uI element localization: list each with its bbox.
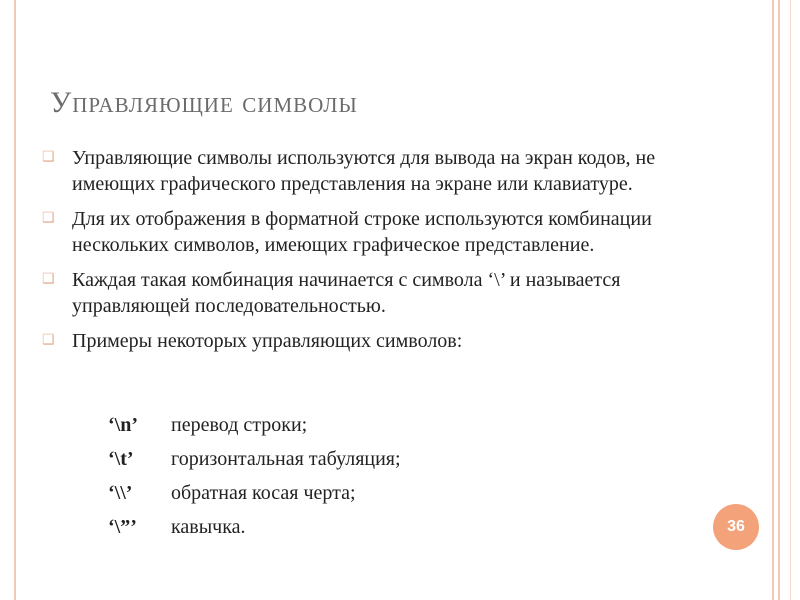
bullet-marker-icon: ❑: [42, 272, 55, 287]
example-code: ‘\”’: [108, 516, 137, 538]
example-row: [108, 446, 401, 472]
bullet-marker-icon: ❑: [42, 150, 55, 165]
example-row: [108, 412, 401, 438]
example-code: ‘\\’: [108, 482, 133, 504]
bullet-marker-icon: ❑: [42, 211, 55, 226]
example-description: кавычка.: [171, 516, 246, 538]
bullet-text: Каждая такая комбинация начинается с символа ‘\’ и называется управляющей последовательностью.: [72, 269, 621, 317]
bullet-text: Управляющие символы используются для вывода на экран кодов, не имеющих графического представления на экране или клавиатуре.: [72, 147, 656, 195]
bullet-text: Примеры некоторых управляющих символов:: [72, 330, 463, 352]
slide-frame-line: [778, 0, 780, 600]
page-number-badge: 36: [713, 504, 759, 550]
example-row: [108, 480, 401, 506]
bullet-marker-icon: ❑: [42, 333, 55, 348]
bullet-list: [42, 145, 722, 363]
example-code: ‘\n’: [108, 414, 138, 436]
slide-frame-line-thin: [790, 0, 791, 600]
example-description: перевод строки;: [171, 414, 308, 436]
bullet-item: [42, 267, 722, 319]
bullet-item: [42, 328, 722, 354]
bullet-text: Для их отображения в форматной строке используются комбинации нескольких символов, имеющих графическое представление.: [72, 208, 652, 256]
example-code: ‘\t’: [108, 448, 134, 470]
slide-title: Управляющие символы: [50, 86, 358, 119]
bullet-item: [42, 206, 722, 258]
bullet-item: [42, 145, 722, 197]
example-row: [108, 514, 401, 540]
examples-list: [108, 412, 401, 548]
example-description: обратная косая черта;: [171, 482, 356, 504]
example-description: горизонтальная табуляция;: [171, 448, 401, 470]
